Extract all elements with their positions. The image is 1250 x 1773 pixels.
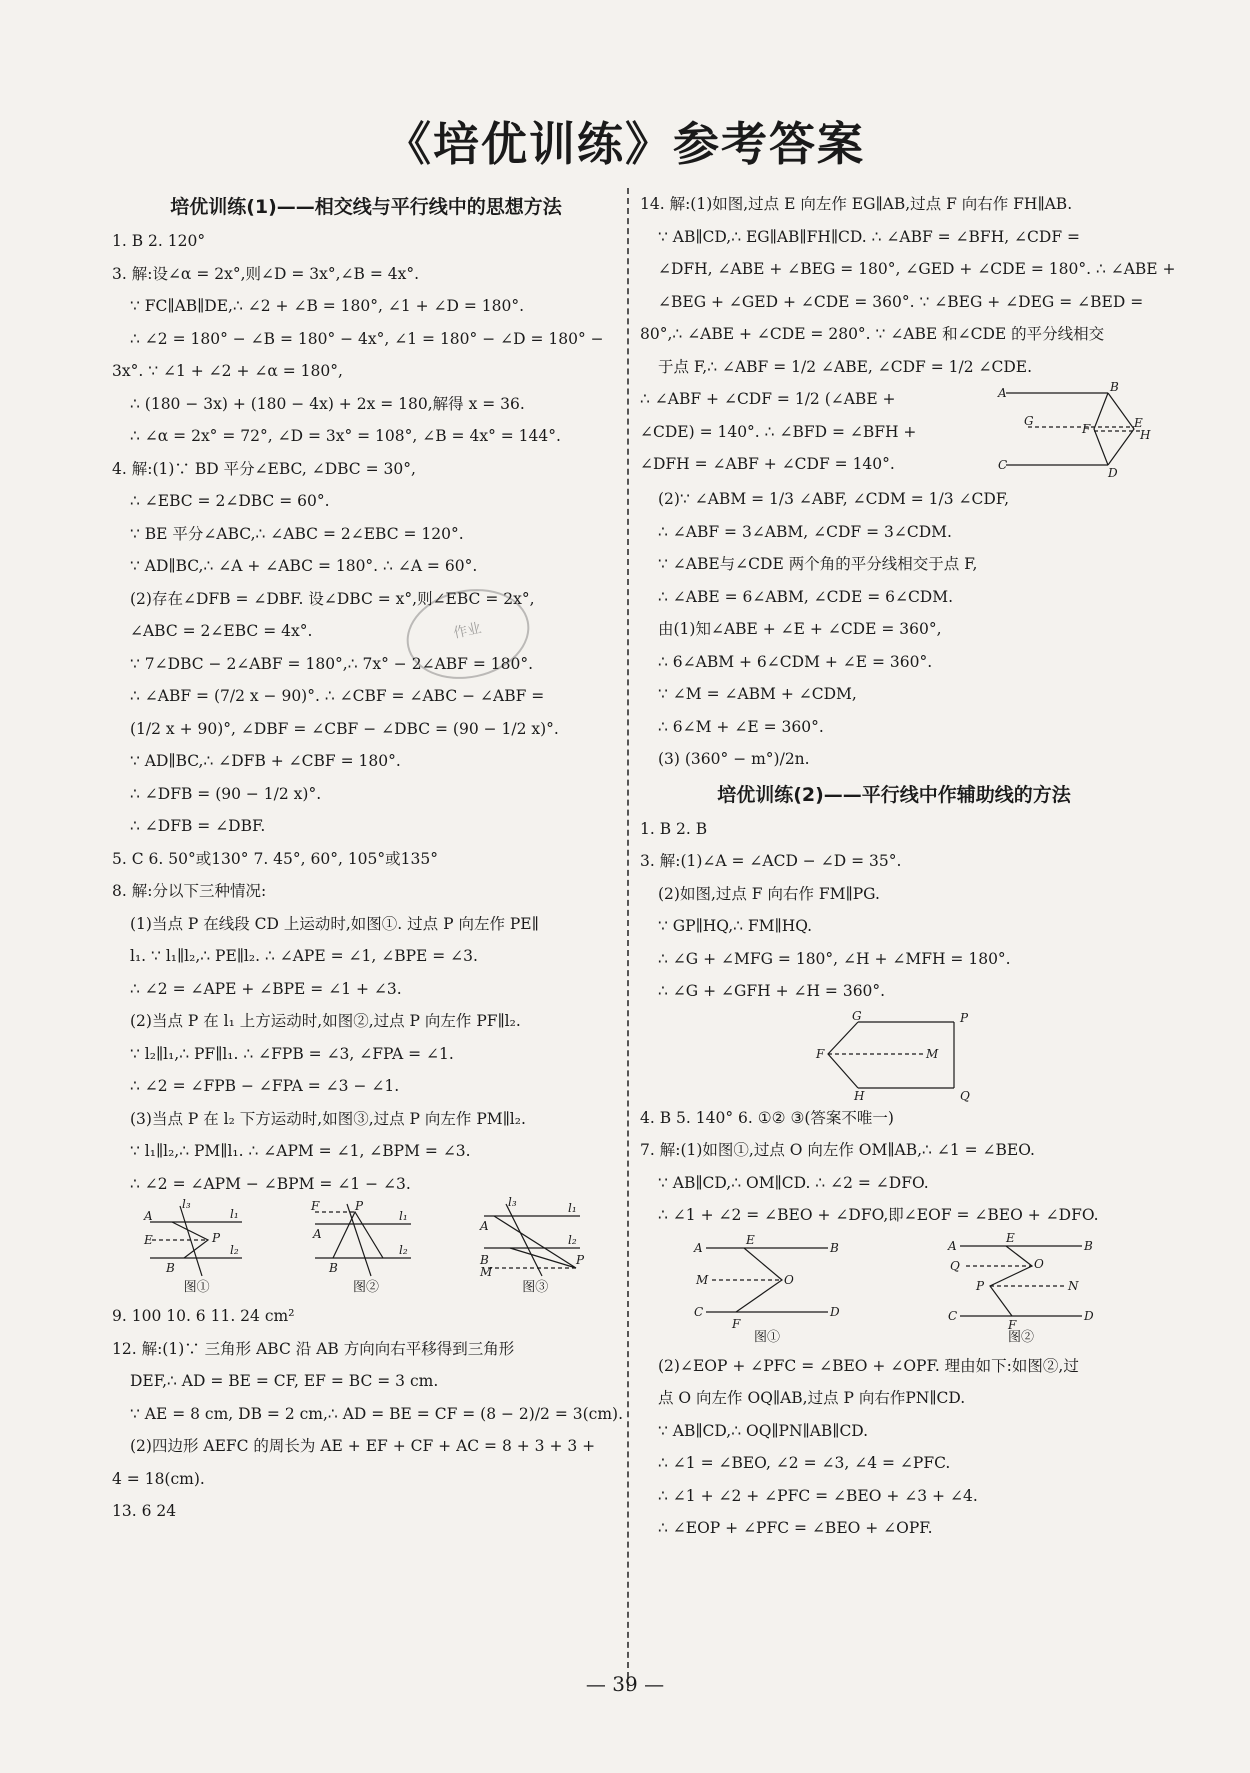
- answer-line: ∴ ∠ABE = 6∠ABM, ∠CDE = 6∠CDM.: [658, 587, 954, 606]
- svg-text:Q: Q: [950, 1258, 960, 1273]
- answer-line: 7. 解:(1)如图①,过点 O 向左作 OM∥AB,∴ ∠1 = ∠BEO.: [640, 1141, 1035, 1159]
- answer-line: 8. 解:分以下三种情况:: [112, 882, 267, 900]
- answer-line: ∴ 6∠ABM + 6∠CDM + ∠E = 360°.: [658, 652, 933, 671]
- answer-line: (2)当点 P 在 l₁ 上方运动时,如图②,过点 P 向左作 PF∥l₂.: [130, 1012, 521, 1030]
- figure-q14: [998, 380, 1151, 483]
- svg-text:l₁: l₁: [229, 1207, 239, 1221]
- answer-line: ∴ 6∠M + ∠E = 360°.: [658, 717, 824, 736]
- answer-line: ∴ ∠EOP + ∠PFC = ∠BEO + ∠OPF.: [658, 1519, 933, 1537]
- section-title-2: 培优训练(2)——平行线中作辅助线的方法: [717, 783, 1071, 806]
- answer-line: l₁. ∵ l₁∥l₂,∴ PE∥l₂. ∴ ∠APE = ∠1, ∠BPE = ∠3.: [130, 947, 478, 965]
- svg-text:P: P: [576, 1253, 585, 1267]
- answer-line: ∵ FC∥AB∥DE,∴ ∠2 + ∠B = 180°, ∠1 + ∠D = 180°.: [130, 297, 525, 315]
- answer-line: ∴ ∠ABF = (7/2 x − 90)°. ∴ ∠CBF = ∠ABC − ∠ABF =: [130, 687, 545, 705]
- svg-text:l₂: l₂: [568, 1233, 577, 1247]
- figure-caption: 图①: [753, 1329, 780, 1345]
- svg-text:l₂: l₂: [229, 1243, 239, 1257]
- answer-line: ∠ABC = 2∠EBC = 4x°.: [130, 622, 313, 640]
- answer-line: ∠DFH = ∠ABF + ∠CDF = 140°.: [640, 455, 895, 473]
- svg-text:l₂: l₂: [398, 1243, 408, 1257]
- answer-line: ∵ AD∥BC,∴ ∠A + ∠ABC = 180°. ∴ ∠A = 60°.: [130, 557, 478, 575]
- answer-line: ∴ ∠2 = 180° − ∠B = 180° − 4x°, ∠1 = 180° − ∠D = 180° −: [130, 329, 604, 348]
- figure-q8-1: [142, 1197, 252, 1296]
- answer-line: ∴ ∠2 = ∠APE + ∠BPE = ∠1 + ∠3.: [130, 979, 402, 998]
- svg-text:D: D: [1108, 466, 1118, 480]
- right-answer-block-f: [640, 1350, 1148, 1545]
- answer-line: 3. 解:设∠α = 2x°,则∠D = 3x°,∠B = 4x°.: [112, 264, 420, 283]
- svg-text:A: A: [312, 1227, 322, 1241]
- answer-line: ∵ AD∥BC,∴ ∠DFB + ∠CBF = 180°.: [130, 752, 401, 770]
- answer-line: (3) (360° − m°)/2n.: [658, 750, 810, 768]
- answer-line: 4. 解:(1)∵ BD 平分∠EBC, ∠DBC = 30°,: [112, 459, 416, 478]
- svg-text:M: M: [480, 1265, 493, 1279]
- svg-text:B: B: [1084, 1238, 1093, 1253]
- figure-q8-3: [480, 1195, 590, 1296]
- right-answer-block-b: [640, 383, 998, 481]
- answer-line: 3. 解:(1)∠A = ∠ACD − ∠D = 35°.: [640, 852, 902, 870]
- svg-text:l₁: l₁: [568, 1201, 577, 1215]
- svg-text:P: P: [960, 1010, 969, 1025]
- right-answer-block-d: [640, 813, 1148, 1008]
- svg-text:A: A: [948, 1238, 957, 1253]
- answer-line: 80°,∴ ∠ABE + ∠CDE = 280°. ∵ ∠ABE 和∠CDE 的平分线相交: [640, 325, 1105, 343]
- svg-text:P: P: [211, 1231, 220, 1245]
- answer-line: ∴ ∠G + ∠GFH + ∠H = 360°.: [658, 982, 886, 1000]
- answer-line: (2)存在∠DFB = ∠DBF. 设∠DBC = x°,则∠EBC = 2x°,: [130, 589, 535, 608]
- answer-line: 1. B 2. B: [640, 819, 708, 838]
- answer-line: ∴ ∠2 = ∠FPB − ∠FPA = ∠3 − ∠1.: [130, 1077, 400, 1095]
- answer-line: ∴ ∠DFB = (90 − 1/2 x)°.: [130, 784, 322, 803]
- svg-text:P: P: [354, 1199, 364, 1213]
- svg-text:E: E: [746, 1232, 755, 1247]
- answer-line: DEF,∴ AD = BE = CF, EF = BC = 3 cm.: [130, 1372, 439, 1390]
- svg-text:P: P: [976, 1278, 985, 1293]
- svg-text:B: B: [480, 1253, 490, 1267]
- svg-text:N: N: [1068, 1278, 1079, 1293]
- page-number: — 39 —: [585, 1672, 665, 1696]
- right-column: [640, 188, 1176, 1545]
- figure-row-q8: [112, 1195, 620, 1296]
- answer-line: ∵ BE 平分∠ABC,∴ ∠ABC = 2∠EBC = 120°.: [130, 524, 464, 543]
- answer-line: ∴ ∠ABF = 3∠ABM, ∠CDF = 3∠CDM.: [658, 522, 952, 541]
- answer-line: ∴ ∠ABF + ∠CDF = 1/2 (∠ABE +: [640, 390, 896, 408]
- answer-line: 12. 解:(1)∵ 三角形 ABC 沿 AB 方向向右平移得到三角形: [112, 1339, 515, 1358]
- right-answer-block-e: [640, 1102, 1148, 1232]
- answer-line: ∵ GP∥HQ,∴ FM∥HQ.: [658, 917, 813, 935]
- answer-line: (2)∠EOP + ∠PFC = ∠BEO + ∠OPF. 理由如下:如图②,过: [658, 1356, 1079, 1375]
- figure-caption: 图③: [522, 1280, 549, 1295]
- left-answer-block: [112, 225, 620, 1200]
- answer-line: ∵ l₂∥l₁,∴ PF∥l₁. ∴ ∠FPB = ∠3, ∠FPA = ∠1.: [130, 1044, 454, 1063]
- svg-text:E: E: [1006, 1230, 1015, 1245]
- figure-row-q7: [640, 1230, 1148, 1346]
- svg-text:O: O: [784, 1272, 794, 1287]
- svg-text:G: G: [1024, 414, 1034, 428]
- right-answer-block-a: [640, 188, 1176, 383]
- svg-text:A: A: [998, 386, 1007, 400]
- svg-text:E: E: [143, 1233, 153, 1247]
- svg-text:H: H: [1140, 428, 1151, 442]
- answer-line: ∵ l₁∥l₂,∴ PM∥l₁. ∴ ∠APM = ∠1, ∠BPM = ∠3.: [130, 1142, 471, 1160]
- answer-line: (2)四边形 AEFC 的周长为 AE + EF + CF + AC = 8 + 3 + 3 +: [130, 1437, 596, 1455]
- svg-text:C: C: [948, 1308, 958, 1323]
- answer-line: 9. 100 10. 6 11. 24 cm²: [112, 1307, 295, 1325]
- svg-text:O: O: [1034, 1256, 1044, 1271]
- svg-text:l₃: l₃: [508, 1195, 517, 1209]
- svg-text:F: F: [310, 1199, 320, 1213]
- answer-line: ∴ ∠1 + ∠2 + ∠PFC = ∠BEO + ∠3 + ∠4.: [658, 1486, 978, 1505]
- left-answer-block-2: [112, 1300, 624, 1528]
- figure-q3: [640, 1008, 1148, 1103]
- column-divider: [627, 188, 629, 1688]
- answer-line: ∵ ∠M = ∠ABM + ∠CDM,: [658, 685, 857, 703]
- svg-text:B: B: [830, 1240, 839, 1255]
- svg-text:A: A: [143, 1209, 153, 1223]
- answer-line: 13. 6 24: [112, 1502, 177, 1520]
- svg-text:A: A: [694, 1240, 703, 1255]
- right-answer-block-c: [640, 483, 1148, 776]
- svg-text:M: M: [926, 1046, 939, 1061]
- svg-text:Q: Q: [960, 1088, 970, 1103]
- answer-line: ∴ (180 − 3x) + (180 − 4x) + 2x = 180,解得 x = 36.: [130, 394, 525, 413]
- svg-text:F: F: [1008, 1317, 1017, 1332]
- svg-text:F: F: [1082, 422, 1091, 436]
- left-column: [112, 188, 624, 1528]
- figure-caption: 图②: [1007, 1329, 1034, 1345]
- answer-line: ∴ ∠1 + ∠2 = ∠BEO + ∠DFO,即∠EOF = ∠BEO + ∠DFO.: [658, 1206, 1099, 1224]
- svg-text:B: B: [328, 1261, 338, 1275]
- answer-line: 于点 F,∴ ∠ABF = 1/2 ∠ABE, ∠CDF = 1/2 ∠CDE.: [658, 357, 1033, 376]
- figure-caption: 图①: [183, 1280, 210, 1295]
- answer-line: ∴ ∠DFB = ∠DBF.: [130, 817, 266, 835]
- answer-line: 点 O 向左作 OQ∥AB,过点 P 向右作PN∥CD.: [658, 1389, 966, 1407]
- answer-line: ∴ ∠1 = ∠BEO, ∠2 = ∠3, ∠4 = ∠PFC.: [658, 1454, 951, 1472]
- answer-line: 4 = 18(cm).: [112, 1469, 205, 1488]
- section-title-1: 培优训练(1)——相交线与平行线中的思想方法: [170, 196, 562, 218]
- answer-line: (1/2 x + 90)°, ∠DBF = ∠CBF − ∠DBC = (90 − 1/2 x)°.: [130, 719, 559, 738]
- answer-line: ∠DFH, ∠ABE + ∠BEG = 180°, ∠GED + ∠CDE = 180°. ∴ ∠ABE +: [658, 260, 1176, 278]
- answer-line: ∵ AE = 8 cm, DB = 2 cm,∴ AD = BE = CF = (8 − 2)/2 = 3(cm).: [130, 1404, 624, 1423]
- answer-line: ∵ AB∥CD,∴ OM∥CD. ∴ ∠2 = ∠DFO.: [658, 1173, 929, 1192]
- svg-text:M: M: [696, 1272, 709, 1287]
- answer-line: (2)如图,过点 F 向右作 FM∥PG.: [658, 884, 880, 903]
- svg-text:C: C: [998, 458, 1008, 472]
- answer-line: 4. B 5. 140° 6. ①② ③(答案不唯一): [640, 1108, 894, 1127]
- answer-line: ∵ ∠ABE与∠CDE 两个角的平分线相交于点 F,: [658, 555, 978, 573]
- svg-text:F: F: [816, 1046, 825, 1061]
- answer-line: ∴ ∠EBC = 2∠DBC = 60°.: [130, 492, 330, 510]
- answer-line: ∠CDE) = 140°. ∴ ∠BFD = ∠BFH +: [640, 422, 917, 441]
- svg-text:C: C: [694, 1304, 704, 1319]
- svg-text:D: D: [830, 1304, 840, 1319]
- stamp-text: 作业: [452, 620, 483, 642]
- answer-line: ∵ AB∥CD,∴ OQ∥PN∥AB∥CD.: [658, 1421, 869, 1440]
- answer-line: 1. B 2. 120°: [112, 232, 206, 250]
- q14-with-figure: [640, 380, 1151, 483]
- svg-text:F: F: [732, 1316, 741, 1331]
- svg-text:D: D: [1084, 1308, 1094, 1323]
- figure-caption: 图②: [352, 1280, 379, 1295]
- answer-line: 由(1)知∠ABE + ∠E + ∠CDE = 360°,: [658, 620, 942, 638]
- svg-text:G: G: [852, 1008, 862, 1023]
- answer-line: ∴ ∠G + ∠MFG = 180°, ∠H + ∠MFH = 180°.: [658, 949, 1011, 968]
- svg-text:A: A: [480, 1219, 489, 1233]
- answer-line: 5. C 6. 50°或130° 7. 45°, 60°, 105°或135°: [112, 849, 438, 868]
- answer-line: ∴ ∠2 = ∠APM − ∠BPM = ∠1 − ∠3.: [130, 1174, 411, 1193]
- answer-line: 14. 解:(1)如图,过点 E 向左作 EG∥AB,过点 F 向右作 FH∥AB.: [640, 195, 1073, 213]
- svg-text:E: E: [1134, 416, 1143, 430]
- answer-line: (2)∵ ∠ABM = 1/3 ∠ABF, ∠CDM = 1/3 ∠CDF,: [658, 490, 1010, 508]
- svg-text:B: B: [1110, 380, 1119, 394]
- answer-line: (1)当点 P 在线段 CD 上运动时,如图①. 过点 P 向左作 PE∥: [130, 914, 539, 933]
- answer-line: (3)当点 P 在 l₂ 下方运动时,如图③,过点 P 向左作 PM∥l₂.: [130, 1109, 526, 1128]
- svg-text:H: H: [854, 1088, 865, 1103]
- figure-q7-2: [946, 1230, 1096, 1346]
- answer-line: ∵ 7∠DBC − 2∠ABF = 180°,∴ 7x° − 2∠ABF = 180°.: [130, 654, 534, 673]
- svg-text:B: B: [165, 1261, 175, 1275]
- answer-line: ∵ AB∥CD,∴ EG∥AB∥FH∥CD. ∴ ∠ABF = ∠BFH, ∠CDF =: [658, 227, 1081, 246]
- svg-text:l₁: l₁: [398, 1209, 408, 1223]
- answer-line: ∴ ∠α = 2x° = 72°, ∠D = 3x° = 108°, ∠B = 4x° = 144°.: [130, 427, 561, 445]
- answer-line: ∠BEG + ∠GED + ∠CDE = 360°. ∵ ∠BEG + ∠DEG = ∠BED =: [658, 292, 1144, 311]
- svg-text:l₃: l₃: [181, 1197, 191, 1211]
- figure-q8-2: [310, 1199, 421, 1296]
- page-title: 《培优训练》参考答案: [385, 117, 865, 171]
- figure-q7-1: [692, 1234, 842, 1346]
- answer-line: 3x°. ∵ ∠1 + ∠2 + ∠α = 180°,: [112, 362, 343, 380]
